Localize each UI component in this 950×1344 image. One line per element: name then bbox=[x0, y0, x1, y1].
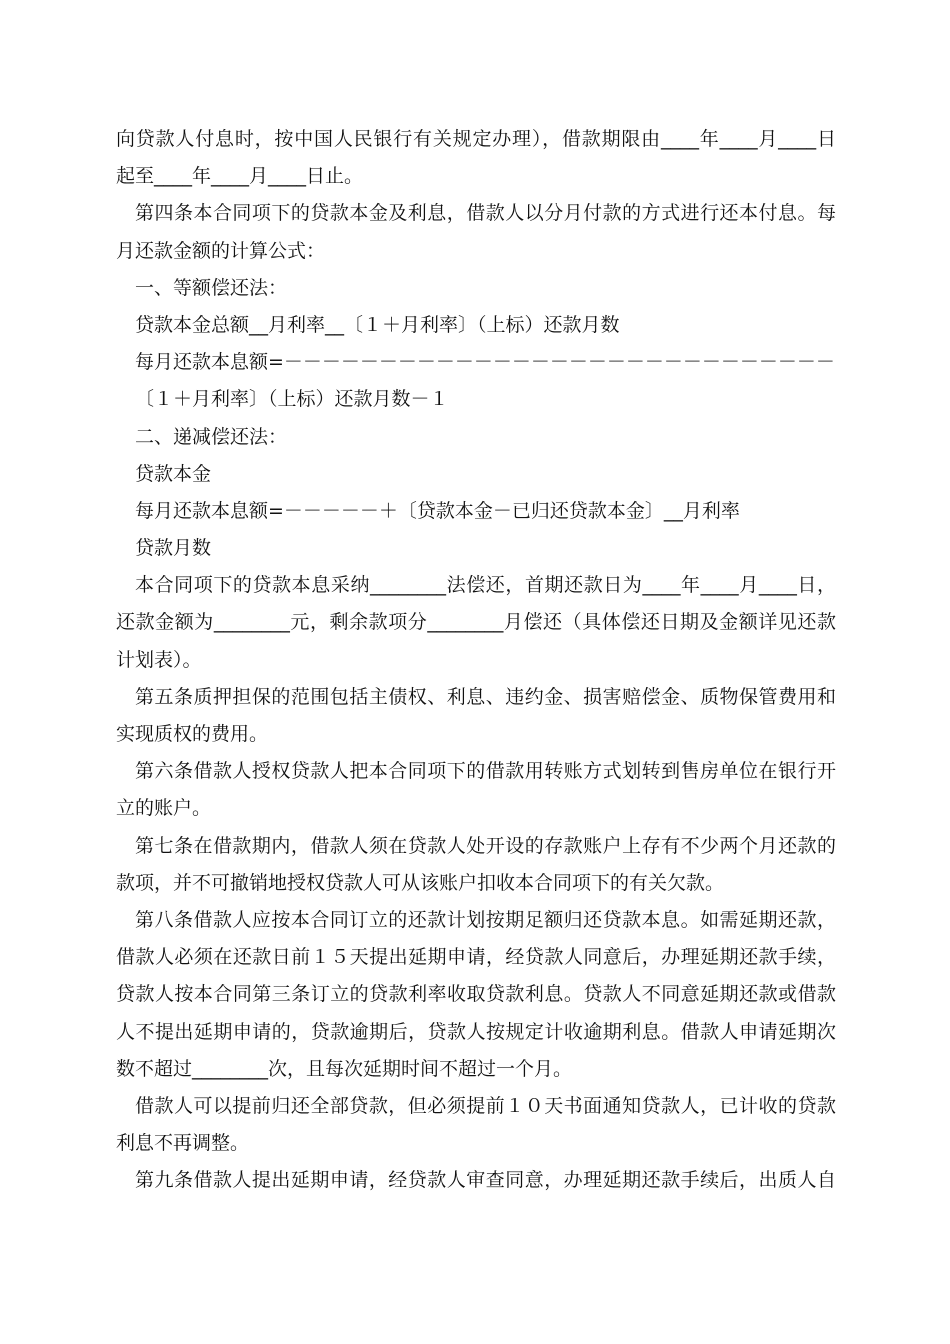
text-line: 立的账户。 bbox=[116, 797, 212, 820]
paragraph-start-line: 第七条在借款期内，借款人须在贷款人处开设的存款账户上存有不少两个月还款的 bbox=[135, 834, 836, 857]
text-line: 贷款人按本合同第三条订立的贷款利率收取贷款利息。贷款人不同意延期还款或借款 bbox=[116, 983, 836, 1006]
formula-numerator: 贷款本金 bbox=[135, 462, 212, 485]
paragraph-start-line: 第四条本合同项下的贷款本金及利息，借款人以分月付款的方式进行还本付息。每 bbox=[135, 202, 836, 225]
text-line: 月还款金额的计算公式： bbox=[116, 239, 326, 262]
paragraph-start-line: 借款人可以提前归还全部贷款，但必须提前１０天书面通知贷款人，已计收的贷款 bbox=[135, 1094, 836, 1117]
text-line: 实现质权的费用。 bbox=[116, 723, 269, 745]
text-line: 还款金额为________元，剩余款项分________月偿还（具体偿还日期及金额详见还款 bbox=[116, 611, 836, 634]
paragraph-start-line: 本合同项下的贷款本息采纳________法偿还，首期还款日为____年____月____日， bbox=[135, 574, 836, 597]
formula-denominator: 贷款月数 bbox=[135, 537, 212, 560]
formula-line: 每月还款本息额=－－－－－－－－－－－－－－－－－－－－－－－－－－－－－ bbox=[135, 351, 835, 374]
formula-line: 每月还款本息额=－－－－－＋〔贷款本金－已归还贷款本金〕__月利率 bbox=[135, 499, 740, 522]
contract-text bbox=[116, 121, 836, 1199]
section-heading: 一、等额偿还法： bbox=[135, 276, 288, 299]
text-line: 数不超过________次，且每次延期时间不超过一个月。 bbox=[116, 1057, 573, 1080]
section-heading: 二、递减偿还法： bbox=[135, 425, 288, 448]
text-line: 向贷款人付息时，按中国人民银行有关规定办理），借款期限由____年____月____日 bbox=[116, 128, 836, 150]
formula-numerator: 贷款本金总额__月利率__〔１＋月利率〕（上标）还款月数 bbox=[135, 313, 620, 336]
text-line: 人不提出延期申请的，贷款逾期后，贷款人按规定计收逾期利息。借款人申请延期次 bbox=[116, 1020, 836, 1043]
text-line: 计划表）。 bbox=[116, 648, 202, 671]
paragraph-start-line: 第六条借款人授权贷款人把本合同项下的借款用转账方式划转到售房单位在银行开 bbox=[135, 760, 836, 783]
text-line: 起至____年____月____日止。 bbox=[116, 165, 364, 188]
text-line: 借款人必须在还款日前１５天提出延期申请，经贷款人同意后，办理延期还款手续， bbox=[116, 946, 836, 969]
paragraph-start-line: 第九条借款人提出延期申请，经贷款人审查同意，办理延期还款手续后，出质人自 bbox=[135, 1169, 836, 1192]
paragraph-start-line: 第五条质押担保的范围包括主债权、利息、违约金、损害赔偿金、质物保管费用和 bbox=[135, 685, 836, 708]
text-line: 款项，并不可撤销地授权贷款人可从该账户扣收本合同项下的有关欠款。 bbox=[116, 871, 725, 894]
text-line: 利息不再调整。 bbox=[116, 1132, 250, 1155]
formula-denominator: 〔１＋月利率〕（上标）还款月数－１ bbox=[135, 388, 449, 411]
paragraph-start-line: 第八条借款人应按本合同订立的还款计划按期足额归还贷款本息。如需延期还款， bbox=[135, 908, 836, 931]
